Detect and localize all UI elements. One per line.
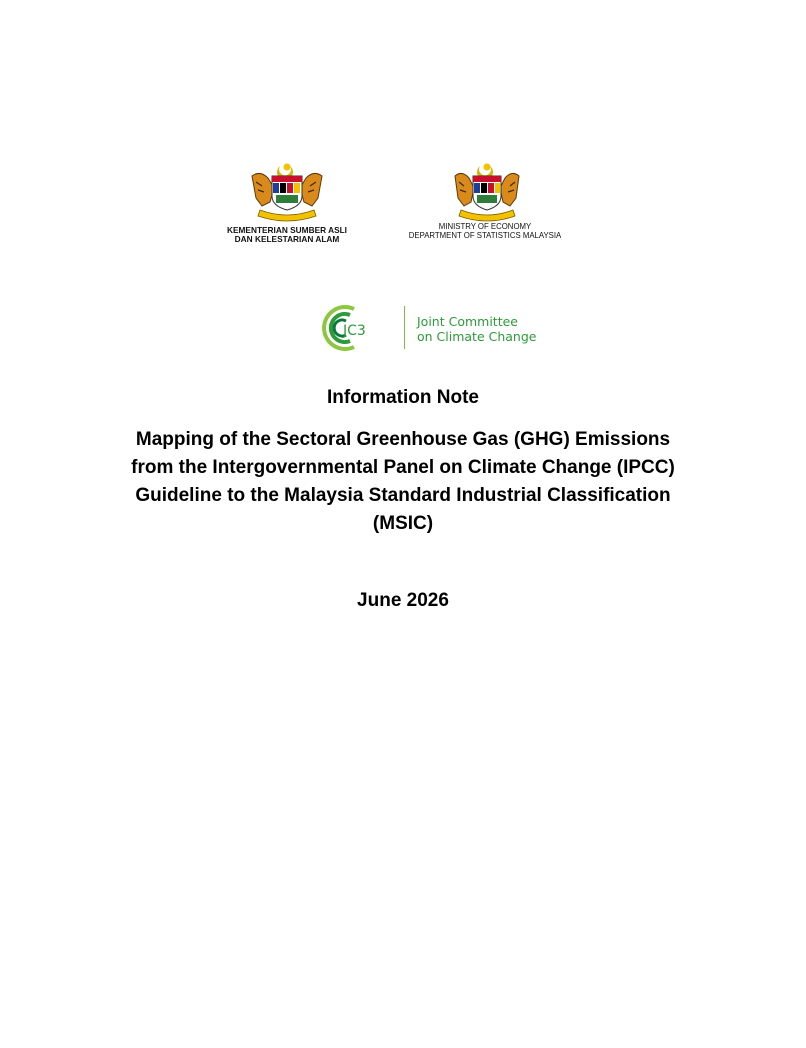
ministry-name-natural-resources [222,226,352,244]
caption-line: DEPARTMENT OF STATISTICS MALAYSIA [408,231,562,240]
jc3-name-line: Joint Committee [417,314,518,329]
title-line: (MSIC) [372,513,434,534]
document-date: June 2026 [357,590,449,611]
title-line: Mapping of the Sectoral Greenhouse Gas (GHG) Emissions [135,429,671,450]
jc3-mark-text: JC3 [343,323,366,339]
jc3-logo [310,301,550,355]
title-line: Guideline to the Malaysia Standard Industrial Classification [135,485,671,506]
logo-divider [404,306,405,349]
title-line: from the Intergovernmental Panel on Climate Change (IPCC) [131,457,675,478]
jc3-name-line: on Climate Change [417,329,537,344]
jc3-logo-icon [310,301,390,355]
caption-line: MINISTRY OF ECONOMY [438,222,532,231]
malaysia-coat-of-arms-icon [246,162,328,224]
caption-line: DAN KELESTARIAN ALAM [234,234,340,244]
ministry-name-economy [392,222,578,240]
document-title [80,426,726,538]
document-type: Information Note [327,387,479,408]
jc3-name [417,314,536,344]
malaysia-coat-of-arms-icon [451,162,523,224]
caption-line: KEMENTERIAN SUMBER ASLI [226,225,347,235]
